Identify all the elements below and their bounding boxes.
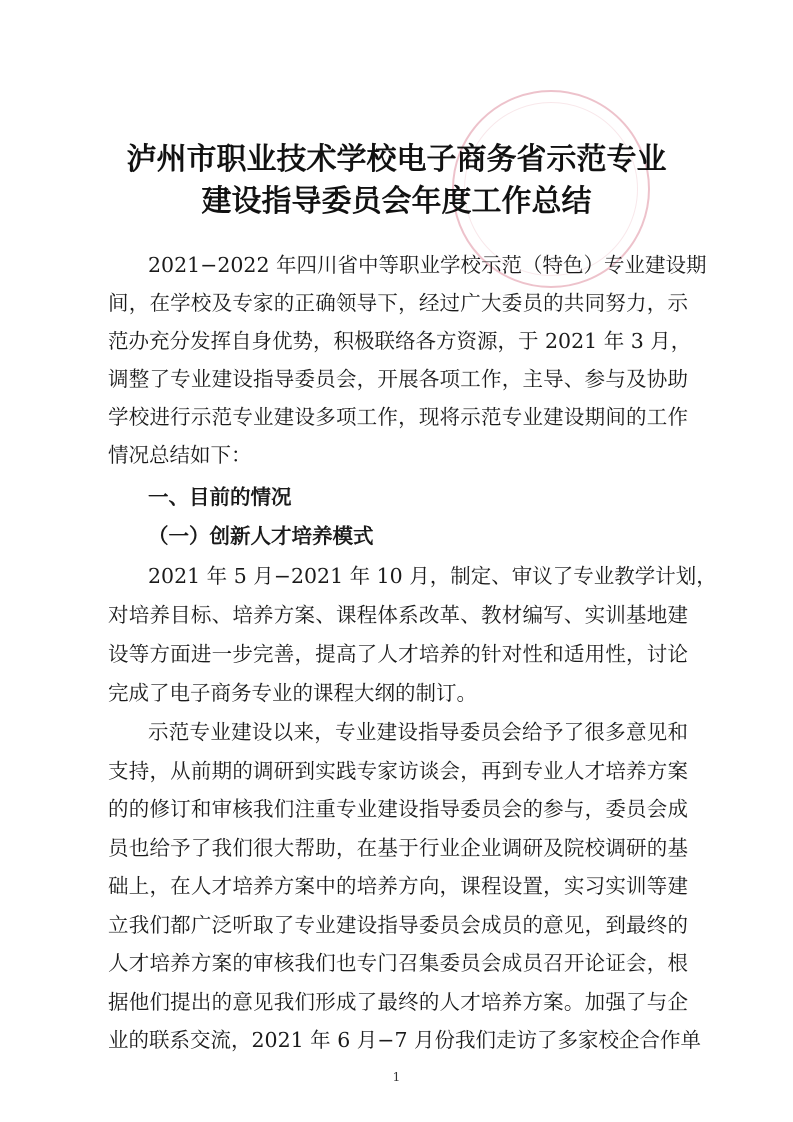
page-number: 1 bbox=[392, 1070, 401, 1084]
document-title-line-1: 泸州市职业技术学校电子商务省示范专业 bbox=[126, 142, 667, 177]
intro-line: 调整了专业建设指导委员会，开展各项工作，主导、参与及协助 bbox=[108, 367, 688, 391]
paragraph-line: 对培养目标、培养方案、课程体系改革、教材编写、实训基地建 bbox=[108, 603, 688, 627]
paragraph-line: 员也给予了我们很大帮助，在基于行业企业调研及院校调研的基 bbox=[108, 835, 688, 860]
subsection-heading: （一）创新人才培养模式 bbox=[148, 524, 374, 548]
intro-line: 2021−2022 年四川省中等职业学校示范（特色）专业建设期 bbox=[148, 253, 707, 277]
intro-line: 情况总结如下： bbox=[108, 443, 252, 467]
section-heading: 一、目前的情况 bbox=[148, 485, 292, 509]
intro-line: 范办充分发挥自身优势，积极联络各方资源，于 2021 年 3 月， bbox=[108, 329, 692, 353]
paragraph-line: 设等方面进一步完善，提高了人才培养的针对性和适用性，讨论 bbox=[108, 642, 688, 666]
document-title-line-2: 建设指导委员会年度工作总结 bbox=[201, 184, 592, 219]
paragraph-line: 示范专业建设以来，专业建设指导委员会给予了很多意见和 bbox=[148, 720, 688, 744]
paragraph-line: 完成了电子商务专业的课程大纲的制订。 bbox=[108, 681, 477, 705]
paragraph-line: 础上，在人才培养方案中的培养方向，课程设置，实习实训等建 bbox=[108, 874, 688, 898]
paragraph-line: 的的修订和审核我们注重专业建设指导委员会的参与，委员会成 bbox=[108, 797, 688, 821]
paragraph-line: 据他们提出的意见我们形成了最终的人才培养方案。加强了与企 bbox=[108, 989, 688, 1014]
paragraph-line: 业的联系交流，2021 年 6 月−7 月份我们走访了多家校企合作单 bbox=[108, 1028, 701, 1052]
paragraph-line: 人才培养方案的审核我们也专门召集委员会成员召开论证会，根 bbox=[108, 951, 688, 975]
intro-line: 学校进行示范专业建设多项工作，现将示范专业建设期间的工作 bbox=[108, 405, 688, 429]
paragraph-line: 立我们都广泛听取了专业建设指导委员会成员的意见，到最终的 bbox=[108, 912, 688, 937]
paragraph-line: 2021 年 5 月−2021 年 10 月，制定、审议了专业教学计划， bbox=[148, 564, 717, 588]
intro-line: 间，在学校及专家的正确领导下，经过广大委员的共同努力，示 bbox=[108, 291, 688, 315]
paragraph-line: 支持，从前期的调研到实践专家访谈会，再到专业人才培养方案 bbox=[108, 758, 688, 783]
